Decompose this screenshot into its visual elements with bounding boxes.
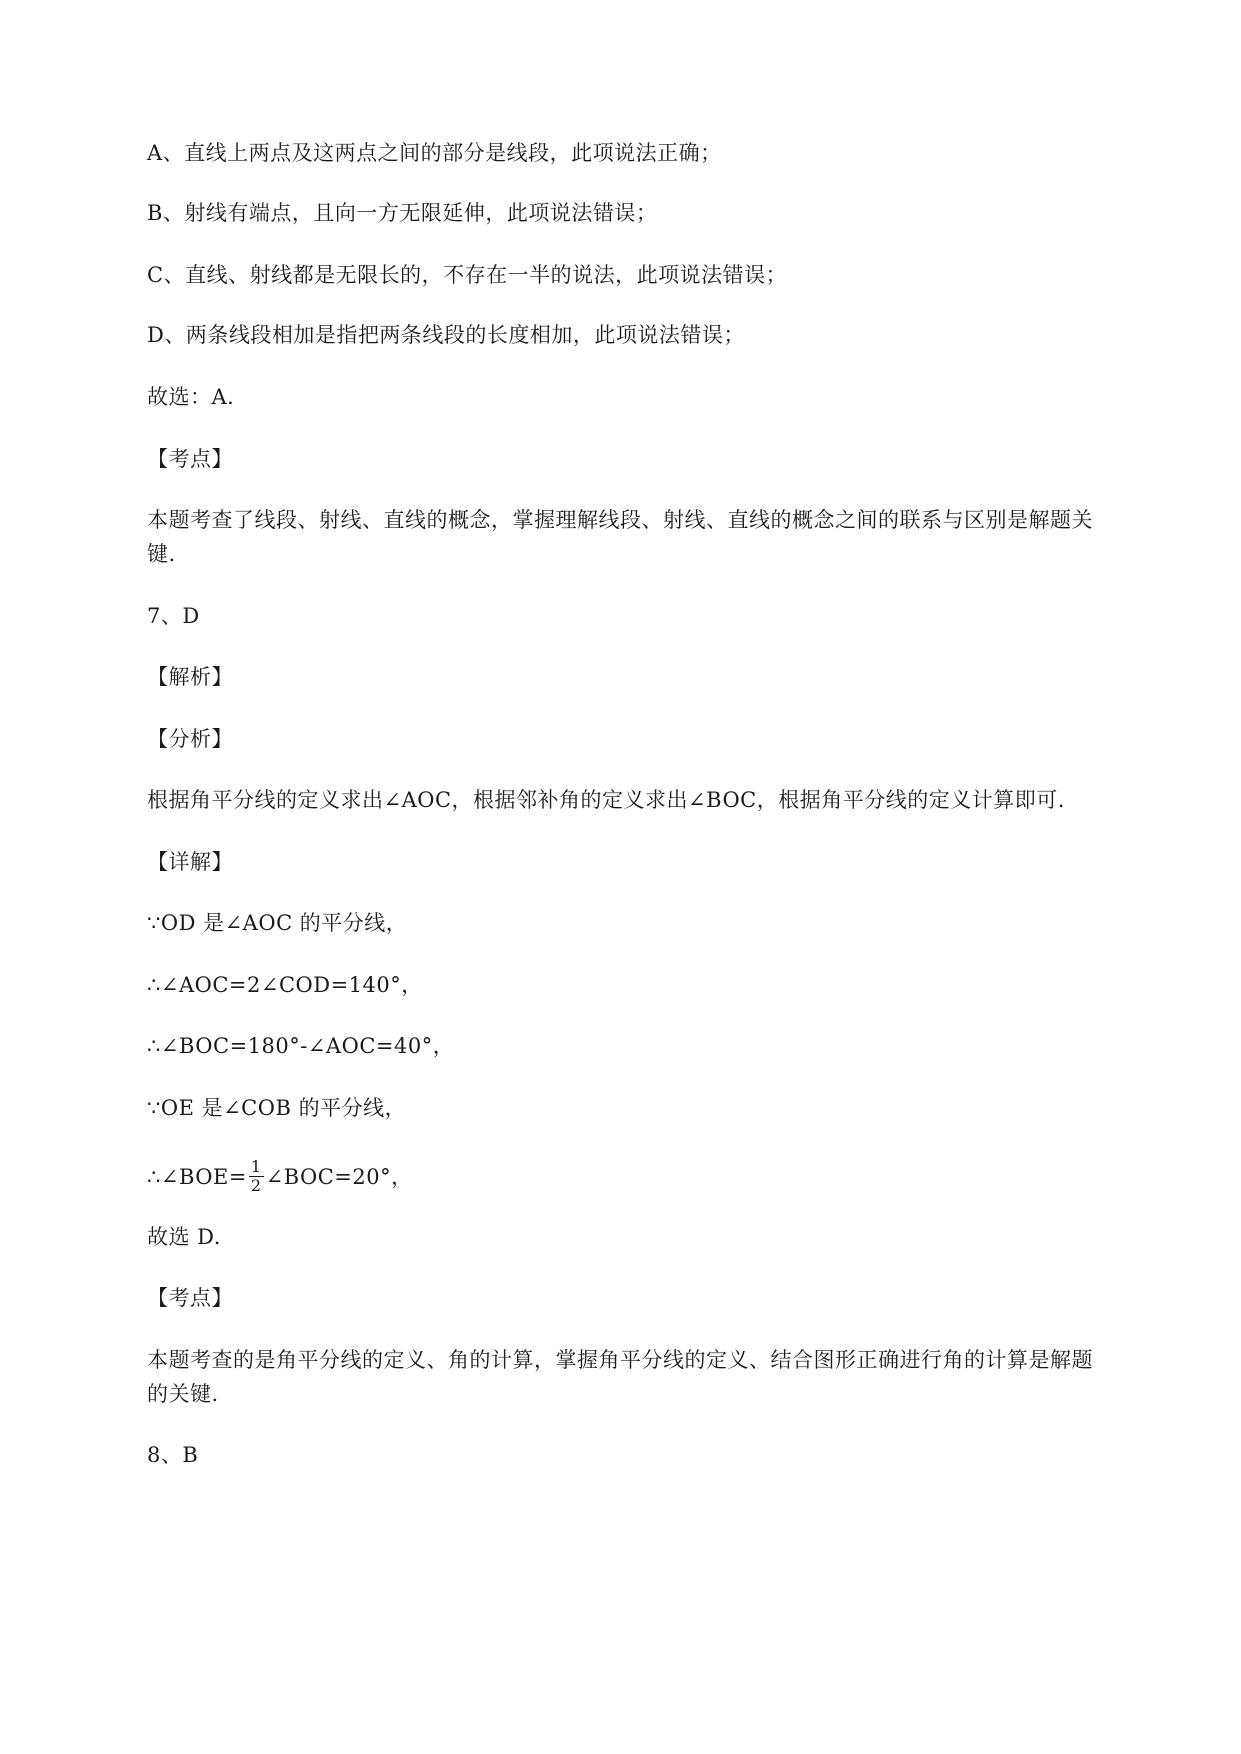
fraction-one-half	[249, 1158, 264, 1195]
xiangjie-heading: 【详解】	[147, 850, 233, 874]
question-8-answer: 8、B	[147, 1443, 199, 1467]
solution-step-5	[147, 1157, 413, 1197]
kaodian-heading-2: 【考点】	[147, 1286, 233, 1310]
solution-step-3: ∴∠BOC=180°-∠AOC=40°，	[147, 1034, 455, 1058]
kaodian-text-1-line-2: 键.	[147, 542, 176, 566]
step-5-prefix: ∴∠BOE=	[147, 1165, 247, 1189]
solution-step-2: ∴∠AOC=2∠COD=140°，	[147, 973, 423, 997]
solution-step-4: ∵OE 是∠COB 的平分线，	[147, 1096, 407, 1120]
choice-statement-7: 故选 D.	[147, 1225, 221, 1249]
option-d-explanation: D、两条线段相加是指把两条线段的长度相加，此项说法错误；	[147, 323, 745, 347]
kaodian-heading-1: 【考点】	[147, 447, 233, 471]
fraction-denominator: 2	[250, 1176, 262, 1195]
kaodian-text-2-line-2: 的关键.	[147, 1382, 219, 1406]
option-c-explanation: C、直线、射线都是无限长的，不存在一半的说法，此项说法错误；	[147, 263, 788, 287]
question-7-answer: 7、D	[147, 604, 200, 628]
kaodian-text-2-line-1: 本题考查的是角平分线的定义、角的计算，掌握角平分线的定义、结合图形正确进行角的计算是解题	[147, 1348, 1093, 1372]
choice-statement-6: 故选：A.	[147, 385, 235, 409]
option-b-explanation: B、射线有端点，且向一方无限延伸，此项说法错误；	[147, 201, 658, 225]
solution-step-1: ∵OD 是∠AOC 的平分线，	[147, 911, 408, 935]
kaodian-text-1-line-1: 本题考查了线段、射线、直线的概念，掌握理解线段、射线、直线的概念之间的联系与区别是解题关	[147, 508, 1093, 532]
jiexi-heading: 【解析】	[147, 665, 233, 689]
step-5-suffix: ∠BOC=20°，	[265, 1165, 413, 1189]
option-a-explanation: A、直线上两点及这两点之间的部分是线段，此项说法正确；	[147, 141, 722, 165]
fenxi-text: 根据角平分线的定义求出∠AOC，根据邻补角的定义求出∠BOC，根据角平分线的定义计算即可.	[147, 788, 1065, 812]
fenxi-heading: 【分析】	[147, 727, 233, 751]
fraction-numerator: 1	[250, 1157, 262, 1176]
